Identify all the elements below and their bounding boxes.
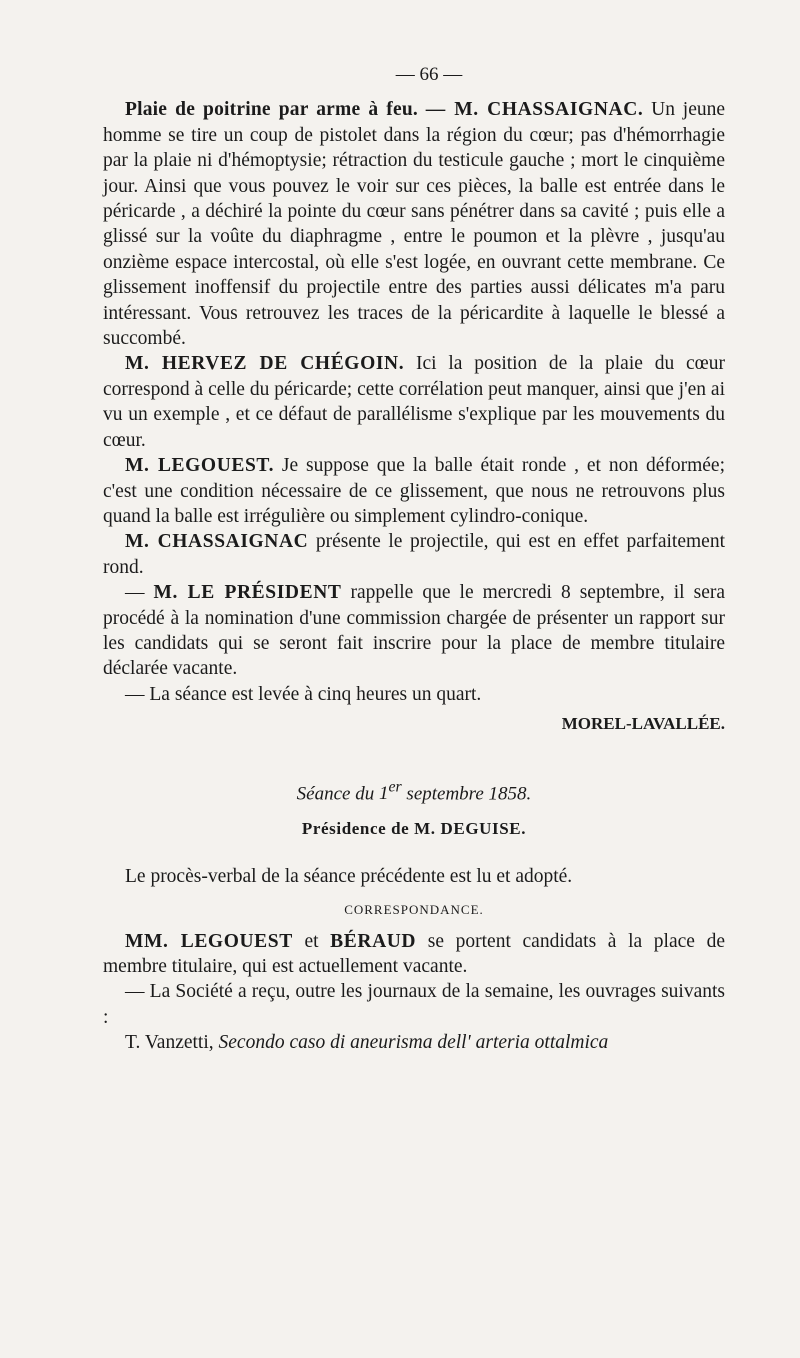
presidence-heading: Présidence de M. DEGUISE. [301,819,527,839]
paragraph-vanzetti [103,1030,725,1055]
paragraph-legouest [103,453,725,529]
paragraph-text: se portent candidats à la place de membre titulaire, qui est actuellement vacante. [103,930,725,977]
speaker-name: M. CHASSAIGNAC [125,531,309,553]
paragraph-prefix: — [125,582,154,604]
speaker-name: — M. CHASSAIGNAC. [425,99,644,121]
work-title: Secondo caso di aneurisma dell' arteria ottalmica [218,1032,609,1054]
paragraph-president [103,580,725,682]
paragraph-closing [103,682,725,707]
session-title: Séance du 1er septembre 1858. [296,778,532,804]
paragraph-text: — La Société a reçu, outre les journaux de la semaine, les ouvrages suivants : [103,981,725,1028]
speaker-name: MM. LEGOUEST [125,930,293,952]
speaker-name: M. HERVEZ DE CHÉGOIN. [125,353,405,375]
paragraph-text: rappelle que le mercredi 8 septembre, il sera procédé à la nomination d'une commission chargée de présenter un rapport sur les candidats qui se seront fait inscrire pour la place de membre titulaire déclarée vacante. [103,582,726,680]
paragraph-lead: Plaie de poitrine par arme à feu. [125,99,418,121]
text-block [103,62,725,1056]
speaker-name: M. LEGOUEST. [125,455,275,477]
paragraph-text: Un jeune homme se tire un coup de pistolet dans la région du cœur; pas d'hémorrhagie par la plaie ni d'hémoptysie; rétraction du testicule gauche ; mort le cinquième jour. Ainsi que vous pouvez le voir sur ces pièces, la balle est entrée dans le péricarde , a déchiré la pointe du cœur sans pénétrer dans sa cavité ; puis elle a glissé sur la voûte du diaphragme , entre le poumon et la plèvre , jusqu'au onzième espace intercostal, où elle s'est logée, en ouvrant cette membrane. Ce glissement inoffensif du projectile entre des parties aussi délicates m'a paru intéressant. Vous retrouvez les traces de la péricardite à laquelle le blessé a succombé. [103,99,726,350]
section-heading: CORRESPONDANCE. [344,902,484,918]
paragraph-text: Ici la position de la plaie du cœur correspond à celle du péricarde; cette corrélation peut manquer, ainsi que j'en ai vu un exemple , et ce défaut de parallélisme s'explique par les mouvements du cœur. [103,353,725,451]
paragraph-candidates [103,929,725,980]
paragraph-chassaignac [103,529,725,580]
paragraph-chest-wound [103,97,725,351]
paragraph-text: et [292,930,331,952]
speaker-name: M. LE PRÉSIDENT [153,582,342,604]
signature: MOREL-LAVALLÉE. [561,714,725,734]
page-number: — 66 — [395,64,463,85]
paragraph-hervez [103,351,725,453]
paragraph-text: présente le projectile, qui est en effet parfaitement rond. [103,531,725,578]
paragraph-adopted: Le procès-verbal de la séance précédente est lu et adopté. [125,865,573,887]
paragraph-text: — La séance est levée à cinq heures un quart. [125,683,482,705]
paragraph-text: T. Vanzetti, [125,1032,219,1054]
paragraph-received [103,979,725,1030]
speaker-name: BÉRAUD [330,930,417,952]
paragraph-text: Je suppose que la balle était ronde , et non déformée; c'est une condition nécessaire de ce glissement, que nous ne retrouvons plus quand la balle est irrégulière ou simplement cylindro-conique. [103,455,725,527]
